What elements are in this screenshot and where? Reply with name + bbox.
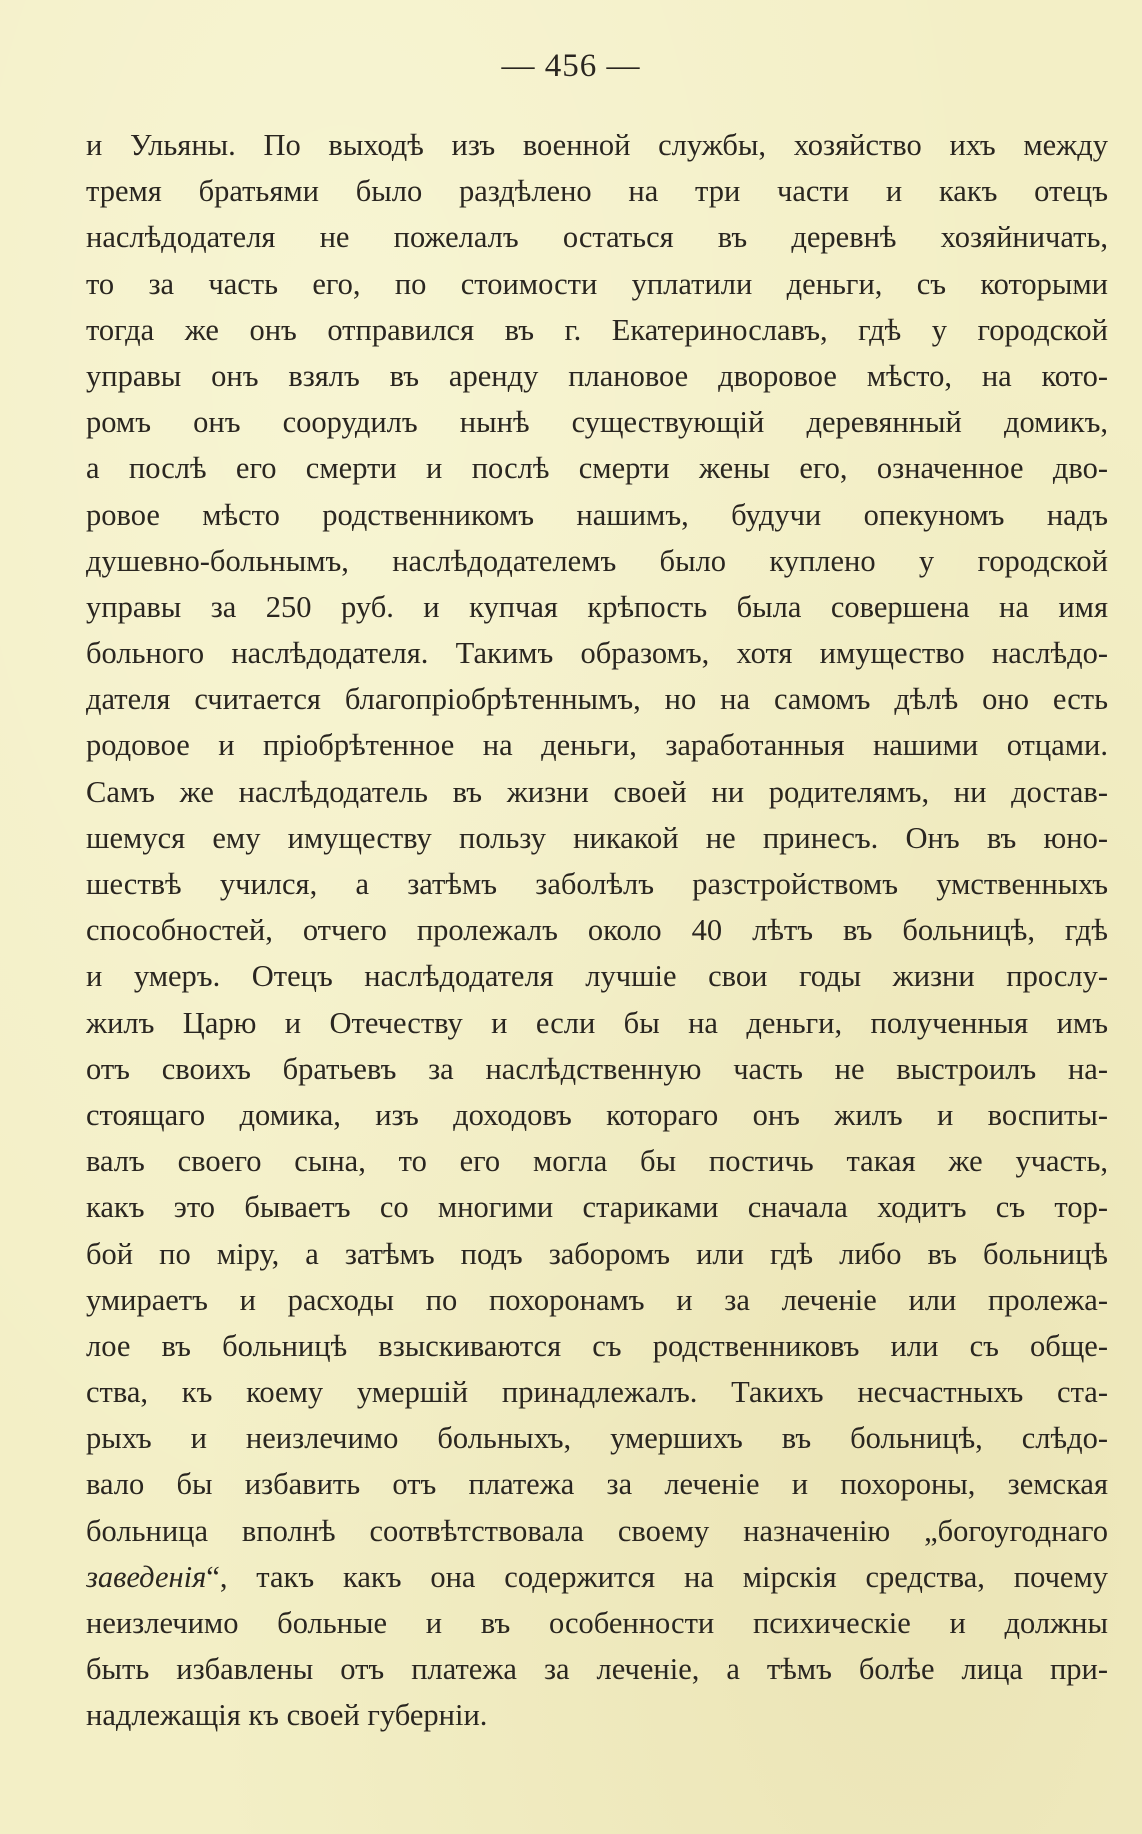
text-line: и умеръ. Отецъ наслѣдодателя лучшіе свои годы жизни прослу- — [86, 959, 1108, 994]
text-line: тремя братьями было раздѣлено на три части и какъ отецъ — [86, 174, 1108, 209]
text-line: управы онъ взялъ въ аренду плановое дворовое мѣсто, на кото- — [86, 358, 1108, 393]
text-line: дателя считается благопріобрѣтеннымъ, но на самомъ дѣлѣ оно есть — [86, 682, 1108, 717]
text-line: какъ это бываетъ со многими стариками сначала ходитъ съ тор- — [86, 1190, 1108, 1225]
text-line: быть избавлены отъ платежа за леченіе, а тѣмъ болѣе лица при- — [86, 1652, 1108, 1687]
text-line: родовое и пріобрѣтенное на деньги, заработанныя нашими отцами. — [86, 728, 1108, 763]
text-line: управы за 250 руб. и купчая крѣпость была совершена на имя — [86, 589, 1108, 624]
text-line: ромъ онъ соорудилъ нынѣ существующій деревянный домикъ, — [86, 405, 1108, 440]
text-line: ровое мѣсто родственникомъ нашимъ, будучи опекуномъ надъ — [86, 497, 1108, 532]
text-line: способностей, отчего пролежалъ около 40 лѣтъ въ больницѣ, гдѣ — [86, 913, 1108, 948]
text-line: бой по міру, а затѣмъ подъ заборомъ или гдѣ либо въ больницѣ — [86, 1236, 1108, 1271]
page-number: — 456 — — [501, 48, 641, 84]
text-line: жилъ Царю и Отечеству и если бы на деньги, полученныя имъ — [86, 1005, 1108, 1040]
text-line: то за часть его, по стоимости уплатили деньги, съ которыми — [86, 266, 1108, 301]
text-line: наслѣдодателя не пожелалъ остаться въ деревнѣ хозяйничать, — [86, 220, 1108, 255]
text-line-rest: “, такъ какъ она содержится на мірскія средства, почему — [206, 1559, 1108, 1594]
text-line-last: надлежащія къ своей губерніи. — [86, 1698, 488, 1733]
text-line: больница вполнѣ соотвѣтствовала своему назначенію „богоугоднаго — [86, 1513, 1108, 1548]
text-line: и Ульяны. По выходѣ изъ военной службы, хозяйство ихъ между — [86, 128, 1108, 162]
text-line: умираетъ и расходы по похоронамъ и за леченіе или пролежа- — [86, 1282, 1108, 1317]
text-line: рыхъ и неизлечимо больныхъ, умершихъ въ больницѣ, слѣдо- — [86, 1421, 1108, 1456]
text-line: стоящаго домика, изъ доходовъ котораго онъ жилъ и воспиты- — [86, 1097, 1108, 1132]
text-line: больного наслѣдодателя. Такимъ образомъ, хотя имущество наслѣдо- — [86, 636, 1108, 671]
text-line: отъ своихъ братьевъ за наслѣдственную часть не выстроилъ на- — [86, 1051, 1108, 1086]
body-text — [86, 122, 1108, 1739]
text-line: тогда же онъ отправился въ г. Екатеринославъ, гдѣ у городской — [86, 312, 1108, 347]
text-line: ства, къ коему умершій принадлежалъ. Такихъ несчастныхъ ста- — [86, 1375, 1108, 1410]
text-line: душевно-больнымъ, наслѣдодателемъ было куплено у городской — [86, 543, 1108, 578]
text-line: валъ своего сына, то его могла бы постичь такая же участь, — [86, 1144, 1108, 1179]
text-line: лое въ больницѣ взыскиваются съ родственниковъ или съ обще- — [86, 1328, 1108, 1363]
text-line: шествѣ учился, а затѣмъ заболѣлъ разстройствомъ умственныхъ — [86, 867, 1108, 901]
text-line: неизлечимо больные и въ особенности психическіе и должны — [86, 1606, 1108, 1640]
text-line: шемуся ему имуществу пользу никакой не принесъ. Онъ въ юно- — [86, 820, 1108, 855]
text-line-with-italic — [86, 1554, 1108, 1600]
text-line: Самъ же наслѣдодатель въ жизни своей ни родителямъ, ни достав- — [86, 774, 1108, 809]
text-line: а послѣ его смерти и послѣ смерти жены его, означенное дво- — [86, 451, 1108, 486]
italic-phrase: заведенія — [86, 1559, 207, 1594]
text-line: вало бы избавить отъ платежа за леченіе и похороны, земская — [86, 1467, 1108, 1502]
